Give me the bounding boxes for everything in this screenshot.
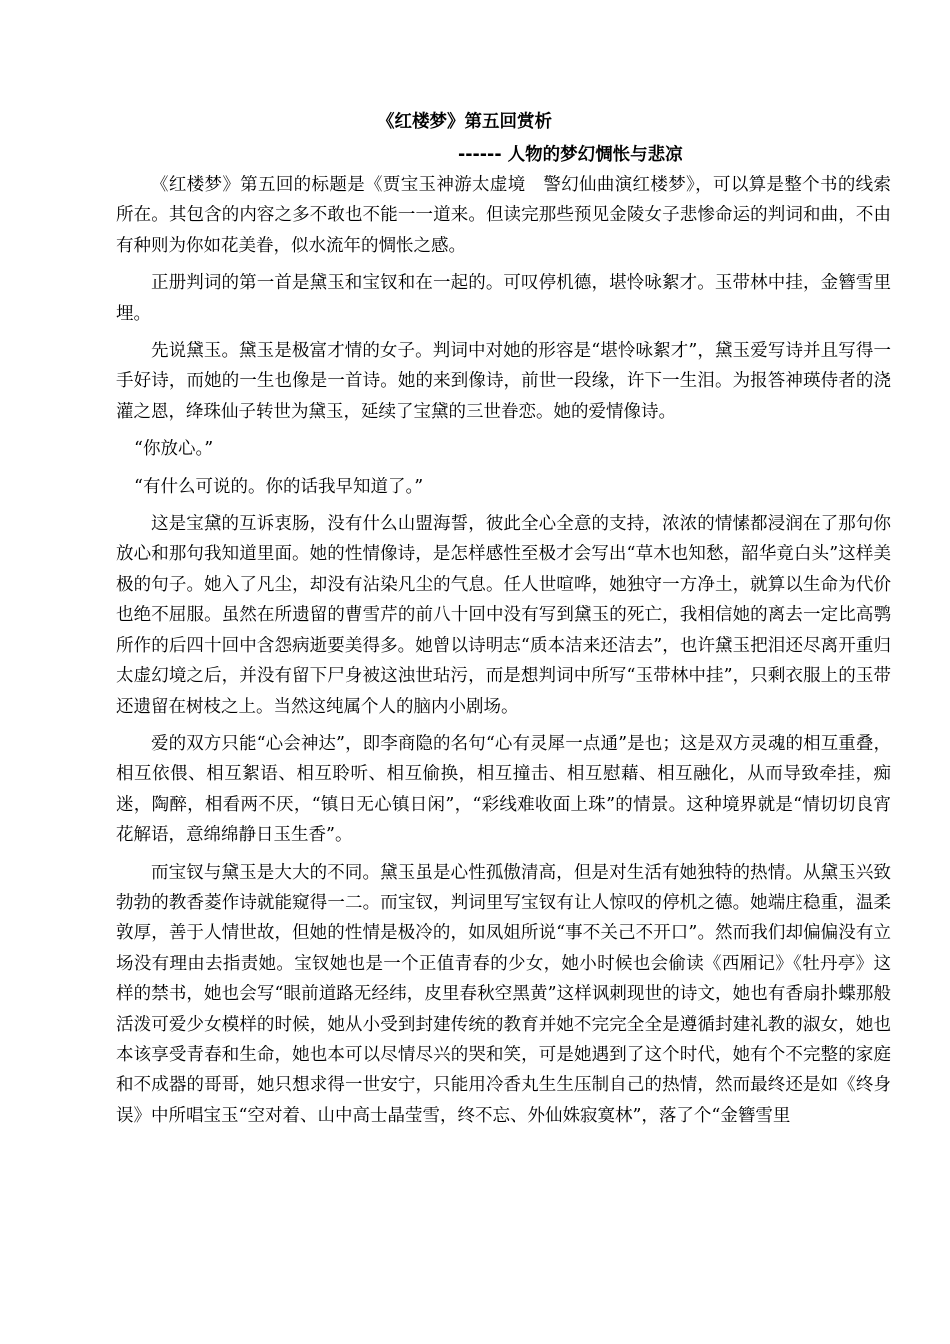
paragraph-quote-1: “你放心。” — [134, 439, 214, 460]
paragraph-baodai-love: 这是宝黛的互诉衷肠，没有什么山盟海誓，彼此全心全意的支持，浓浓的情愫都浸润在了那句你放心和那句我知道里面。她的性情像诗，是怎样感性至极才会写出“草木也知愁，韶华竟白头”这样美极的句子。她入了凡尘，却没有沾染凡尘的气息。任人世喧哗，她独守一方净土，就算以生命为代价也绝不屈服。虽然在所遗留的曹雪芹的前八十回中没有写到黛玉的死亡，我相信她的离去一定比高鹗所作的后四十回中含怨病逝要美得多。她曾以诗明志“质本洁来还洁去”，也许黛玉把泪还尽离开重归太虚幻境之后，并没有留下尸身被这浊世玷污，而是想判词中所写“玉带林中挂”，只剩衣服上的玉带还遗留在树枝之上。当然这纯属个人的脑内小剧场。 — [116, 514, 891, 717]
document-title: 《红楼梦》第五回赏析 — [377, 112, 552, 132]
paragraph-intro: 《红楼梦》第五回的标题是《贾宝玉神游太虚境 警幻仙曲演红楼梦》，可以算是整个书的线索所在。其包含的内容之多不敢也不能一一道来。但读完那些预见金陵女子悲惨命运的判词和曲，不由有种则为你如花美眷，似水流年的惆怅之感。 — [116, 175, 891, 256]
document-body — [116, 170, 891, 1138]
document-subtitle: ------ 人物的梦幻惆怅与悲凉 — [458, 145, 683, 165]
paragraph-daiyu: 先说黛玉。黛玉是极富才情的女子。判词中对她的形容是“堪怜咏絮才”，黛玉爱写诗并且写得一手好诗，而她的一生也像是一首诗。她的来到像诗，前世一段缘，许下一生泪。为报答神瑛侍者的浇灌之恩，绛珠仙子转世为黛玉，延续了宝黛的三世眷恋。她的爱情像诗。 — [116, 341, 891, 422]
paragraph-lovers: 爱的双方只能“心会神达”，即李商隐的名句“心有灵犀一点通”是也；这是双方灵魂的相互重叠，相互依偎、相互絮语、相互聆听、相互偷换，相互撞击、相互慰藉、相互融化，从而导致牵挂，痴迷，陶醉，相看两不厌，“镇日无心镇日闲”，“彩线难收面上珠”的情景。这种境界就是“情切切良宵花解语，意绵绵静日玉生香”。 — [116, 733, 891, 846]
paragraph-baochai: 而宝钗与黛玉是大大的不同。黛玉虽是心性孤傲清高，但是对生活有她独特的热情。从黛玉兴致勃勃的教香菱作诗就能窥得一二。而宝钗，判词里写宝钗有让人惊叹的停机之德。她端庄稳重，温柔敦厚，善于人情世故，但她的性情是极冷的，如凤姐所说“事不关己不开口”。然而我们却偏偏没有立场没有理由去指责她。宝钗她也是一个正值青春的少女，她小时候也会偷读《西厢记》《牡丹亭》这样的禁书，她也会写“眼前道路无经纬，皮里春秋空黑黄”这样讽刺现世的诗文，她也有香扇扑蝶那般活泼可爱少女模样的时候，她从小受到封建传统的教育并她不完完全全是遵循封建礼教的淑女，她也本该享受青春和生命，她也本可以尽情尽兴的哭和笑，可是她遇到了这个时代，她有个不完整的家庭和不成器的哥哥，她只想求得一世安宁，只能用冷香丸生生压制自己的热情，然而最终还是如《终身误》中所唱宝玉“空对着、山中高士晶莹雪，终不忘、外仙姝寂寞林”，落了个“金簪雪里 — [116, 862, 891, 1126]
paragraph-quote-2: “有什么可说的。你的话我早知道了。” — [134, 476, 424, 497]
paragraph-first-verdict: 正册判词的第一首是黛玉和宝钗和在一起的。可叹停机德，堪怜咏絮才。玉带林中挂，金簪雪里埋。 — [116, 273, 891, 324]
